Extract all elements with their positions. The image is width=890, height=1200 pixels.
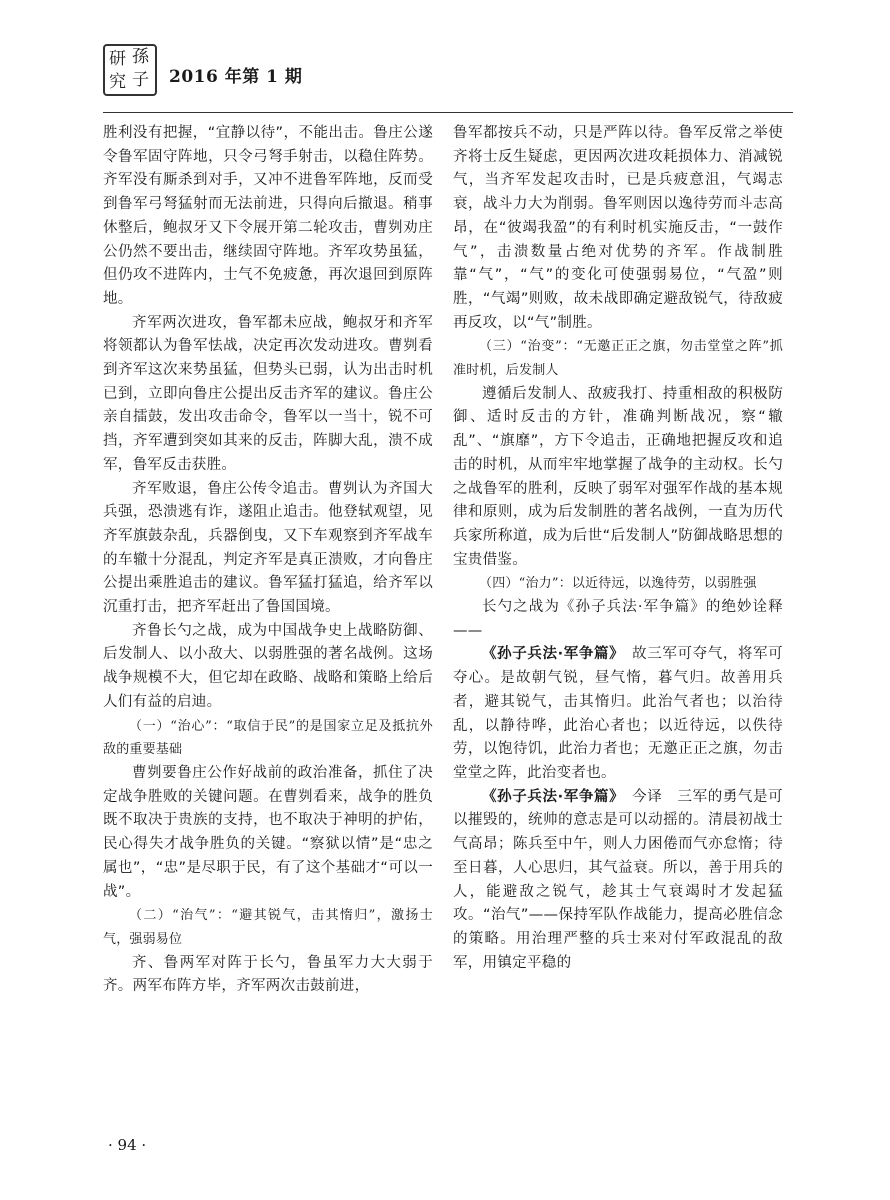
source-label: 《孙子兵法·军争篇》 bbox=[482, 788, 617, 805]
section-heading: （二）“治气”：“避其锐气，击其惰归”，激扬士气，强弱易位 bbox=[103, 908, 433, 947]
page-number: · 94 · bbox=[108, 1136, 147, 1154]
source-label: 《孙子兵法·军争篇》 bbox=[482, 646, 617, 663]
logo-char-bottom-right: 子 bbox=[132, 70, 149, 90]
header-rule bbox=[103, 112, 793, 113]
right-column bbox=[453, 122, 783, 975]
paragraph: 长勺之战为《孙子兵法·军争篇》的绝妙诠释—— bbox=[453, 599, 783, 639]
logo-char-bottom-left: 究 bbox=[109, 72, 126, 92]
quote-paragraph bbox=[453, 643, 783, 785]
paragraph: 胜利没有把握，“宜静以待”，不能出击。鲁庄公遂令鲁军固守阵地，只令弓弩手射击，以稳住阵势。齐军没有厮杀到对手，又冲不进鲁军阵地，反而受到鲁军弓弩猛射而无法前进，只得向后撤退。稍事休整后，鲍叔牙又下令展开第二轮攻击，曹刿劝庄公仍然不要出击，继续固守阵地。齐军攻势虽猛，但仍攻不进阵内，士气不免疲惫，再次退回到原阵地。 bbox=[103, 125, 433, 307]
section-heading: （一）“治心”：“取信于民”的是国家立足及抵抗外敌的重要基础 bbox=[103, 718, 433, 758]
paragraph: 齐、鲁两军对阵于长勺，鲁虽军力大大弱于齐。两军布阵方毕，齐军两次击鼓前进， bbox=[103, 954, 433, 995]
paragraph: 鲁军都按兵不动，只是严阵以待。鲁军反常之举使齐将士反生疑虑，更因两次进攻耗损体力、消减锐气，当齐军发起攻击时，已是兵疲意沮，气竭志衰，战斗力大为削弱。鲁军则因以逸待劳而斗志高昂，在“彼竭我盈”的有利时机实施反击，“一鼓作气”，击溃数量占绝对优势的齐军。作战制胜靠“气”，“气”的变化可使强弱易位，“气盈”则胜，“气竭”则败，故未战即确定避敌锐气，待敌疲再反攻，以“气”制胜。 bbox=[453, 125, 783, 331]
logo-char-top-left: 研 bbox=[109, 49, 126, 69]
paragraph: 曹刿要鲁庄公作好战前的政治准备，抓住了决定战争胜败的关键问题。在曹刿看来，战争的胜负既不取决于贵族的支持，也不取决于神明的护佑，民心得失才战争胜负的关键。“察狱以情”是“忠之属也”，“忠”是尽职于民，有了这个基础才“可以一战”。 bbox=[103, 764, 433, 900]
page-header bbox=[103, 44, 793, 104]
section-heading: （三）“治变”：“无邀正正之旗，勿击堂堂之阵”抓准时机，后发制人 bbox=[453, 339, 783, 379]
logo-char-top-right: 孫 bbox=[132, 47, 149, 67]
journal-logo bbox=[103, 44, 157, 96]
issue-label: 2016 年第 1 期 bbox=[169, 67, 303, 87]
translation-text: 今译 三军的勇气是可以摧毁的，统帅的意志是可以动摇的。清晨初战士气高昂；陈兵至中午，则人力困倦而气亦怠惰；待至日暮，人心思归，其气益衰。所以，善于用兵的人，能避敌之锐气，趁其士气衰竭时才发起猛攻。“治气”——保持军队作战能力，提高必胜信念的策略。用治理严整的兵士来对付军政混乱的敌军，用镇定平稳的 bbox=[453, 788, 783, 971]
section-heading: （四）“治力”：以近待远，以逸待劳，以弱胜强 bbox=[479, 576, 757, 592]
paragraph: 齐军败退，鲁庄公传令追击。曹刿认为齐国大兵强，恐溃逃有诈，遂阻止追击。他登轼观望，见齐军旗鼓杂乱，兵器倒曳，又下车观察到齐军战车的车辙十分混乱，判定齐军是真正溃败，才向鲁庄公提出乘胜追击的建议。鲁军猛打猛追，给齐军以沉重打击，把齐军赶出了鲁国国境。 bbox=[103, 480, 433, 616]
left-column bbox=[103, 122, 433, 999]
paragraph: 遵循后发制人、敌疲我打、持重相敌的积极防御、适时反击的方针，准确判断战况，察“辙乱”、“旗靡”，方下令追击，正确地把握反攻和追击的时机，从而牢牢地掌握了战争的主动权。长勺之战鲁军的胜利，反映了弱军对强军作战的基本规律和原则，成为后发制胜的著名战例，一直为历代兵家所称道，成为后世“后发制人”防御战略思想的宝贵借鉴。 bbox=[453, 385, 783, 568]
paragraph: 齐鲁长勺之战，成为中国战争史上战略防御、后发制人、以小敌大、以弱胜强的著名战例。这场战争规模不大，但它却在政略、战略和策略上给后人们有益的启迪。 bbox=[103, 622, 433, 710]
paragraph: 齐军两次进攻，鲁军都未应战，鲍叔牙和齐军将领都认为鲁军怯战，决定再次发动进攻。曹刿看到齐军这次来势虽猛，但势头已弱，认为出击时机已到，立即向鲁庄公提出反击齐军的建议。鲁庄公亲自擂鼓，发出攻击命令，鲁军以一当十，锐不可挡，齐军遭到突如其来的反击，阵脚大乱，溃不成军，鲁军反击获胜。 bbox=[103, 314, 433, 473]
translation-paragraph bbox=[453, 786, 783, 976]
quote-text: 故三军可夺气，将军可夺心。是故朝气锐，昼气惰，暮气归。故善用兵者，避其锐气，击其惰归。此治气者也；以治待乱，以静待哗，此治心者也；以近待远，以佚待劳，以饱待饥，此治力者也；无邀正正之旗，勿击堂堂之阵，此治变者也。 bbox=[453, 646, 783, 781]
